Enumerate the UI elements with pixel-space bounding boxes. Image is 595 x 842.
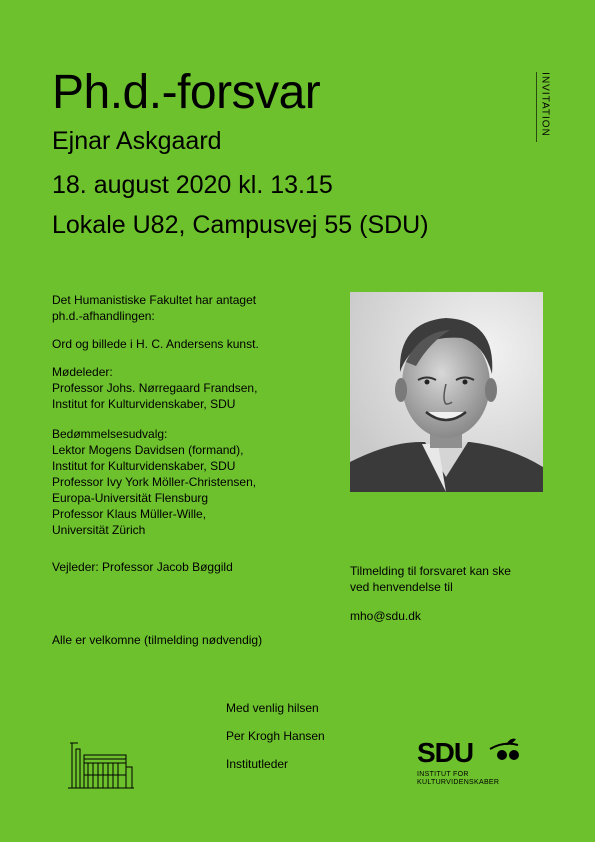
- contact-email[interactable]: mho@sdu.dk: [350, 609, 421, 623]
- signer-name: Per Krogh Hansen: [226, 729, 325, 743]
- sdu-logo: SDU: [417, 737, 474, 768]
- chair-line-2: Institut for Kulturvidenskaber, SDU: [52, 397, 236, 411]
- event-datetime: 18. august 2020 kl. 13.15: [52, 171, 333, 199]
- committee-line: Lektor Mogens Davidsen (formand),: [52, 443, 244, 457]
- portrait-photo: [350, 292, 543, 492]
- welcome-note: Alle er velkomne (tilmelding nødvendig): [52, 633, 263, 647]
- committee-line: Professor Ivy York Möller-Christensen,: [52, 475, 257, 489]
- committee-line: Institut for Kulturvidenskaber, SDU: [52, 459, 236, 473]
- chair-label: Mødeleder:: [52, 365, 113, 379]
- logo-subtitle: [417, 771, 499, 787]
- signer-role: Institutleder: [226, 757, 289, 771]
- olive-branch-icon: [488, 735, 522, 768]
- signup-line-1: Tilmelding til forsvaret kan ske: [350, 564, 511, 578]
- intro-line-1: Det Humanistiske Fakultet har antaget: [52, 293, 257, 307]
- building-icon: [66, 733, 136, 794]
- candidate-name: Ejnar Askgaard: [52, 127, 222, 155]
- committee-line: Professor Klaus Müller-Wille,: [52, 507, 207, 521]
- logo-subtitle-line-2: KULTURVIDENSKABER: [417, 779, 500, 786]
- signup-info: [350, 563, 540, 595]
- signup-line-2: ved henvendelse til: [350, 580, 453, 594]
- side-label: INVITATION: [539, 72, 551, 137]
- committee-line: Universität Zürich: [52, 523, 146, 537]
- chair-line-1: Professor Johs. Nørregaard Frandsen,: [52, 381, 258, 395]
- page-title: Ph.d.-forsvar: [52, 66, 321, 119]
- logo-subtitle-line-1: INSTITUT FOR: [417, 771, 469, 778]
- side-divider: [536, 72, 537, 142]
- committee-label: Bedømmelsesudvalg:: [52, 427, 168, 441]
- committee-line: Europa-Universität Flensburg: [52, 491, 209, 505]
- thesis-title: Ord og billede i H. C. Andersens kunst.: [52, 337, 259, 351]
- supervisor: Vejleder: Professor Jacob Bøggild: [52, 560, 233, 574]
- greeting: Med venlig hilsen: [226, 701, 319, 715]
- event-location: Lokale U82, Campusvej 55 (SDU): [52, 211, 429, 239]
- intro-line-2: ph.d.-afhandlingen:: [52, 309, 155, 323]
